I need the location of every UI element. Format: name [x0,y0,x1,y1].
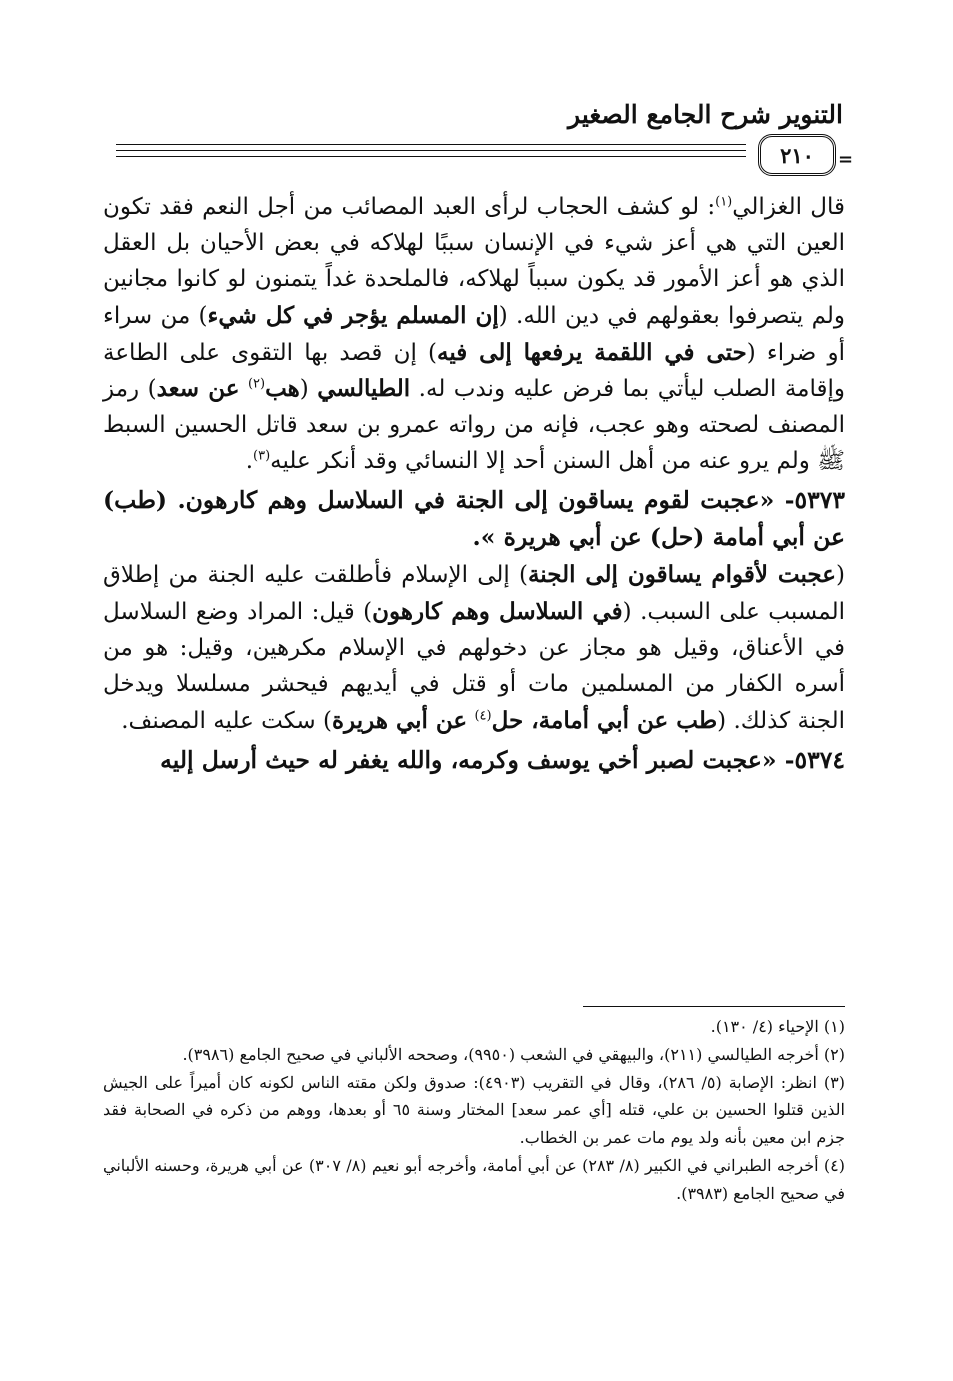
text-run: ) سكت عليه المصنف. [121,707,332,734]
footnote-4 [103,1152,845,1208]
footnote-text: أخرجه الطيالسي (٢١١)، والبيهقي في الشعب (٩٩٥٠)، وصححه الألباني في صحيح الجامع (٣٩٨٦). [182,1044,819,1064]
narrator: عن سعد [156,375,240,403]
page-number-ornament: = [838,149,854,170]
text-run: ) من سراء أو ضراء ( [103,302,845,366]
hadith-quote: في السلاسل وهم كارهون [372,598,623,626]
footnote-1 [103,1013,845,1041]
hadith-quote: عجبت لأقوام يساقون إلى الجنة [527,561,837,589]
main-text [103,190,845,780]
commentary-paragraph-2 [103,557,845,739]
source-code: هب [265,375,300,403]
page-number-box [758,134,836,176]
text-run: قال الغزالي [732,194,845,220]
footnotes [103,1013,845,1208]
commentary-paragraph-1 [103,190,845,480]
narrator: عن أبي هريرة [331,706,468,734]
header-rule-middle [116,150,746,151]
footnote-text: أخرجه الطبراني في الكبير (٨/ ٢٨٣) عن أبي أمامة، وأخرجه أبو نعيم (٨/ ٣٠٧) عن أبي هريرة، وحسنه الألباني في صحيح الجامع (٣٩٨٣). [103,1156,845,1203]
footnote-number: (٤) [823,1156,845,1176]
footnote-number: (٣) [823,1072,845,1092]
hadith-quote: إن المسلم يؤجر في كل شيء [207,301,499,329]
text-run: ( [836,562,845,589]
footnote-text: انظر: الإصابة (٥/ ٢٨٦)، وقال في التقريب (٤٩٠٣): صدوق ولكن مقته الناس لكونه كان أميراً على الجيش الذين قتلوا الحسين بن علي، قتله [أي عمر سعد] المختار وسنة ٦٥ أو بعدها، ووهم من ذكره في الصحابة فقد جزم ابن معين بأنه ولد يوم مات عمر بن الخطاب. [103,1072,846,1148]
hadith-5374: ٥٣٧٤- «عجبت لصبر أخي يوسف وكرمه، والله يغفر له حيث أرسل إليه [160,745,845,774]
text-run [239,376,248,402]
hadith-5373: ٥٣٧٣- «عجبت لقوم يساقون إلى الجنة في السلاسل وهم كارهون. (طب) عن أبي أمامة (حل) عن أبي هريرة ». [103,486,845,551]
header-rule-bottom [116,156,746,157]
text-run: ( [299,376,318,403]
footnote-2 [103,1041,845,1069]
footnote-ref: (٤) [474,708,492,724]
footnote-ref: (٣) [253,448,271,464]
text-run: : لو كشف الحجاب لرأى العبد المصائب من أجل النعم فقد تكون العين التي هي أعز شيء في الإنسان سببًا لهلاكه في بعض الأحيان بل العقل الذي هو أعز الأمور قد يكون سبباً لهلاكه، فالملحدة غداً يتمنون لو كانوا مجانين ولم يتصرفوا بعقولهم في دين الله. ( [103,194,845,329]
text-run: ) رمز المصنف لصحته وهو عجب، فإنه من رواته عمرو بن سعد قاتل الحسين السبط ﷺ ولم يرو عنه من أهل السنن أحد إلا النسائي وقد أنكر عليه [103,376,845,475]
footnote-number: (١) [823,1017,845,1036]
header-rule-top [116,144,746,145]
hadith-quote: حتى في اللقمة يرفعها إلى فيه [437,338,747,366]
text-run: ) إلى الإسلام فأطلقت عليه الجنة من إطلاق المسبب على السبب. ( [103,562,845,626]
text-run: . [245,448,253,475]
footnote-3 [103,1069,845,1152]
text-run: ) إن قصد بها التقوى على الطاعة وإقامة الصلب ليأتي بما فرض عليه وندب له. [103,339,845,403]
running-title: التنوير شرح الجامع الصغير [568,100,843,129]
text-run: ) قيل: المراد وضع السلاسل في الأعناق، وقيل هو مجاز عن دخولهم في الإسلام مكرهين، وقيل: هو من أسره الكفار من المسلمين مات أو قتل في أيديهم فيحشر مسلسلا ويدخل الجنة كذلك. ( [103,599,845,734]
footnote-ref: (٢) [247,376,266,392]
footnote-text: الإحياء (٤/ ١٣٠). [710,1017,819,1036]
footnote-separator [583,1006,845,1007]
footnote-number: (٢) [823,1044,845,1064]
source-code: طب عن أبي أمامة، حل [491,706,718,734]
footnote-ref: (١) [715,194,733,210]
source-name: الطيالسي [317,375,411,403]
page-number: ٢١٠ [780,142,814,168]
